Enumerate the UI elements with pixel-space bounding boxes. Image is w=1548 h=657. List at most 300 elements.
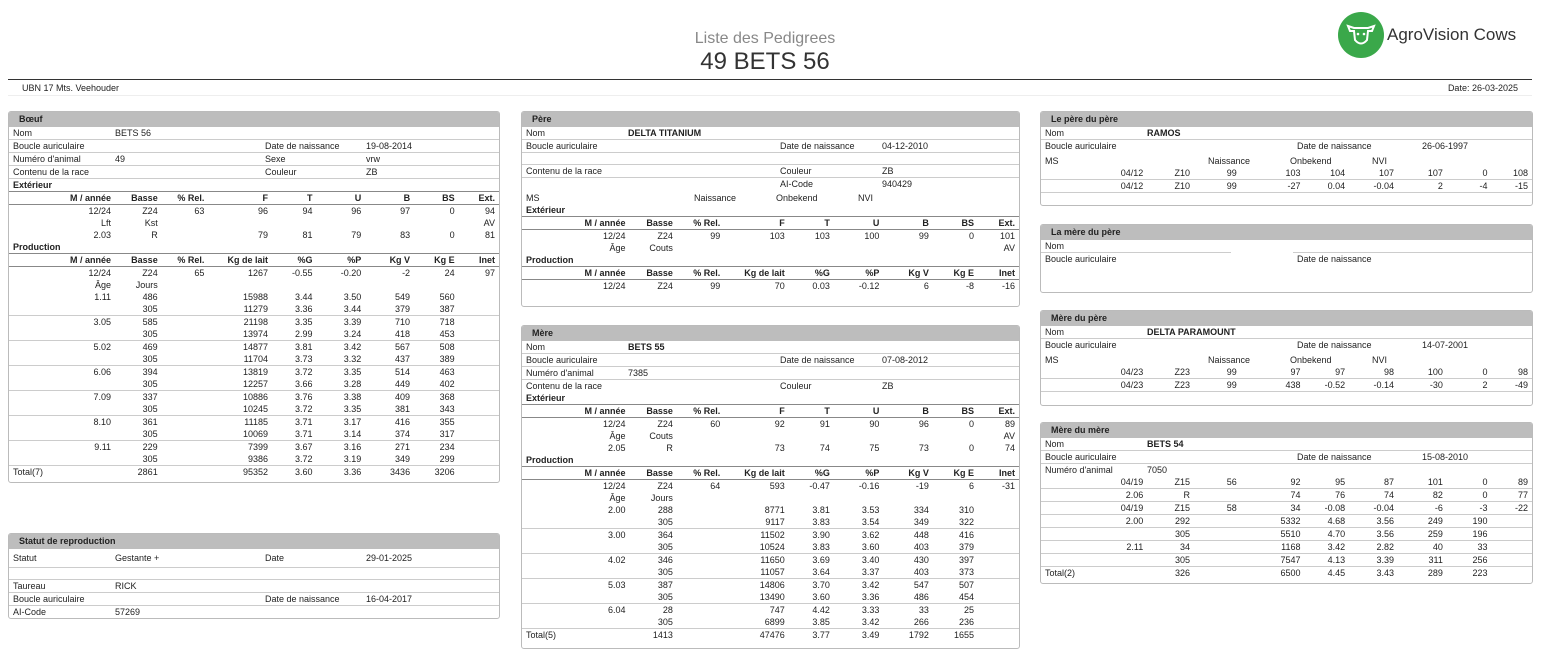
total-cell: 3206: [434, 467, 455, 477]
column-header: Kg V: [365, 254, 414, 267]
table-cell: [677, 604, 724, 617]
table-cell: 13490: [724, 591, 789, 604]
table-cell: 04/23: [1041, 366, 1147, 379]
table-cell: 3.36: [272, 303, 317, 316]
panel-title: Le père du père: [1041, 112, 1532, 127]
table-cell: 3.62: [861, 530, 880, 540]
table-cell: [459, 428, 499, 441]
table-cell: [162, 453, 209, 466]
table-row: [9, 291, 499, 303]
table-cell: [162, 316, 209, 329]
total-cell: 3436: [390, 467, 411, 477]
table-cell: 99: [918, 231, 929, 241]
table-cell: 73: [918, 443, 929, 453]
table-cell: 75: [869, 443, 880, 453]
table-cell: 311: [1398, 554, 1447, 567]
table-cell: 12/24: [88, 268, 112, 278]
table-cell: [162, 303, 209, 316]
table-cell: 10524: [724, 541, 789, 554]
table-cell: 7547: [1241, 554, 1305, 567]
table-cell: 99: [1194, 167, 1241, 180]
column-header: T: [789, 217, 834, 230]
table-cell: Âge: [609, 243, 626, 253]
brand-name: AgroVision Cows: [1387, 25, 1517, 44]
table-cell: 305: [630, 616, 677, 629]
table-cell: [789, 242, 834, 254]
table-cell: [1492, 515, 1532, 528]
table-row: [9, 453, 499, 466]
table-cell: 402: [414, 378, 459, 391]
table-row: [522, 480, 1019, 493]
value-date-naiss: 07-08-2012: [878, 354, 1019, 367]
table-cell: 33: [918, 605, 929, 615]
table-cell: 99: [1194, 180, 1241, 193]
table-cell: 34: [1241, 502, 1305, 515]
table-cell: [724, 492, 789, 504]
table-row: [522, 280, 1019, 293]
table-cell: 100: [864, 231, 880, 241]
column-header: Kg V: [883, 267, 932, 280]
table-cell: R: [151, 230, 158, 240]
table-cell: 305: [115, 378, 162, 391]
exterior-table: [9, 191, 499, 241]
table-cell: 98: [1349, 366, 1398, 379]
table-cell: 0: [969, 231, 975, 241]
column-header: Inet: [978, 467, 1019, 480]
label-boucle: Boucle auriculaire: [1045, 340, 1117, 350]
label-naissance: Naissance: [1208, 156, 1251, 166]
total-cell: [162, 466, 209, 479]
table-cell: [522, 616, 630, 629]
table-cell: 2: [1447, 379, 1492, 392]
table-cell: [1194, 541, 1241, 554]
table-cell: [162, 366, 209, 379]
table-cell: 15988: [242, 292, 268, 302]
table-cell: [677, 442, 724, 454]
table-cell: -8: [966, 281, 975, 291]
table-cell: -22: [1492, 502, 1532, 515]
table-cell: [414, 217, 459, 229]
label-taureau: Taureau: [9, 579, 111, 592]
total-cell: 1655: [954, 630, 975, 640]
table-cell: 0: [1447, 167, 1492, 180]
table-row: [9, 267, 499, 280]
table-cell: 310: [959, 505, 975, 515]
table-cell: [459, 378, 499, 391]
table-cell: 79: [257, 230, 268, 240]
table-cell: [1492, 554, 1532, 567]
table-cell: [1041, 554, 1147, 567]
table-cell: [724, 430, 789, 442]
label-nom: Nom: [1041, 240, 1143, 253]
table-row: [1041, 489, 1532, 502]
table-cell: 7.09: [93, 392, 112, 402]
table-cell: 346: [657, 555, 673, 565]
table-cell: 12/24: [603, 281, 626, 291]
table-cell: 349: [365, 453, 414, 466]
table-row: [1041, 541, 1532, 554]
table-cell: [789, 430, 834, 442]
table-cell: Z23: [1147, 379, 1194, 392]
table-cell: [677, 529, 724, 542]
total-cell: Total(2): [1045, 568, 1076, 578]
table-cell: [978, 579, 1019, 592]
table-cell: 91: [819, 419, 830, 429]
column-header: % Rel.: [677, 405, 724, 418]
table-cell: 99: [1194, 379, 1241, 392]
table-cell: -0.16: [858, 481, 880, 491]
label-nom: Nom: [1041, 127, 1143, 140]
table-cell: 74: [819, 443, 830, 453]
table-cell: [9, 403, 115, 416]
table-row: [9, 366, 499, 379]
table-cell: 21198: [243, 317, 268, 327]
table-cell: 107: [1398, 167, 1447, 180]
table-cell: 718: [439, 317, 455, 327]
table-cell: [9, 328, 115, 341]
table-cell: [317, 279, 366, 291]
table-cell: [1194, 528, 1241, 541]
table-cell: 486: [883, 591, 932, 604]
table-cell: 3.39: [1349, 554, 1398, 567]
table-cell: 96: [257, 206, 268, 216]
table-cell: Jours: [650, 493, 673, 503]
table-cell: 100: [1398, 366, 1447, 379]
table-cell: 28: [662, 605, 673, 615]
table-cell: [834, 430, 883, 442]
table-cell: 2.11: [1041, 541, 1147, 554]
table-cell: [677, 579, 724, 592]
table-cell: 74: [1004, 443, 1015, 453]
table-row: [1041, 476, 1532, 489]
label-boucle: Boucle auriculaire: [522, 140, 624, 153]
table-cell: 89: [1004, 419, 1015, 429]
label-date-naiss: Date de naissance: [1297, 141, 1372, 151]
table-cell: 710: [395, 317, 411, 327]
table-cell: 98: [1492, 366, 1532, 379]
column-header: %G: [789, 267, 834, 280]
table-cell: 349: [883, 516, 932, 529]
column-header: Kg E: [933, 467, 978, 480]
table-header: [522, 267, 1019, 280]
total-cell: 6500: [1280, 568, 1301, 578]
table-cell: 11057: [724, 566, 789, 579]
label-naissance: Naissance: [1208, 355, 1251, 365]
table-cell: Z24: [142, 206, 158, 216]
table-cell: 7399: [247, 442, 268, 452]
table-cell: [459, 279, 499, 291]
table-cell: 469: [142, 342, 158, 352]
table-cell: 04/23: [1041, 379, 1147, 392]
label-contenu: Contenu de la race: [9, 166, 111, 179]
table-cell: Z15: [1147, 476, 1194, 489]
table-row: [522, 430, 1019, 442]
table-cell: [789, 492, 834, 504]
table-cell: [272, 217, 317, 229]
grandmother-info: [1041, 240, 1532, 265]
panel-title: Mère du père: [1041, 311, 1532, 326]
table-cell: 81: [484, 230, 495, 240]
table-row: [9, 441, 499, 454]
table-cell: -0.14: [1349, 379, 1398, 392]
table-cell: 453: [414, 328, 459, 341]
table-row: [1041, 502, 1532, 515]
table-cell: [978, 604, 1019, 617]
table-cell: 74: [1349, 489, 1398, 502]
table-cell: 92: [1241, 476, 1305, 489]
table-cell: 463: [439, 367, 455, 377]
table-cell: 6.04: [608, 605, 626, 615]
table-row: [9, 428, 499, 441]
table-cell: 3.67: [294, 442, 313, 452]
table-cell: [522, 591, 630, 604]
table-cell: 0: [1447, 366, 1492, 379]
value-date-naiss: 15-08-2010: [1418, 451, 1532, 464]
header-divider-2: [8, 95, 1532, 96]
table-cell: 40: [1398, 541, 1447, 554]
table-cell: 409: [395, 392, 411, 402]
label-nom: Nom: [1041, 438, 1143, 451]
table-cell: 99: [710, 281, 721, 291]
column-header: BS: [414, 192, 459, 205]
label-date: Date: [261, 549, 362, 567]
column-header: %P: [834, 467, 883, 480]
table-cell: [162, 353, 209, 366]
panel-title: Père: [522, 112, 1019, 127]
table-cell: 6: [923, 281, 929, 291]
table-row: [522, 579, 1019, 592]
table-cell: [162, 328, 209, 341]
table-row: [9, 205, 499, 218]
table-cell: 0.03: [812, 281, 830, 291]
table-cell: 196: [1447, 528, 1492, 541]
column-header: M / année: [9, 254, 115, 267]
table-cell: 04/19: [1041, 502, 1147, 515]
table-row: [522, 442, 1019, 454]
section-production: Production: [526, 255, 574, 265]
table-cell: 24: [444, 268, 455, 278]
table-cell: 305: [115, 353, 162, 366]
table-cell: 3.71: [294, 417, 313, 427]
mother-of-father-panel: [1040, 310, 1533, 406]
table-cell: 448: [913, 530, 929, 540]
table-cell: 593: [769, 481, 785, 491]
label-nom: Nom: [9, 127, 111, 140]
label-contenu: Contenu de la race: [526, 381, 603, 391]
table-cell: [677, 492, 724, 504]
table-cell: Kst: [144, 218, 158, 228]
table-cell: [978, 504, 1019, 516]
total-cell: [1194, 567, 1241, 580]
value-date-naiss: 26-06-1997: [1422, 141, 1469, 151]
table-cell: Âge: [95, 280, 112, 290]
label-num: Numéro d'animal: [1045, 465, 1113, 475]
table-row: [522, 604, 1019, 617]
table-cell: [677, 242, 724, 254]
table-cell: [978, 529, 1019, 542]
table-cell: 2.06: [1041, 489, 1147, 502]
table-cell: 305: [630, 516, 677, 529]
table-cell: 101: [999, 231, 1015, 241]
table-cell: 107: [1349, 167, 1398, 180]
table-cell: 5.03: [608, 580, 626, 590]
table-cell: AV: [1003, 243, 1015, 253]
table-cell: -0.04: [1349, 502, 1398, 515]
reproduction-info: [9, 549, 499, 618]
table-cell: 1168: [1241, 541, 1305, 554]
report-title: 49 BETS 56: [700, 48, 830, 75]
index-labels: [1041, 155, 1532, 167]
table-cell: -6: [1398, 502, 1447, 515]
column-header: Basse: [630, 467, 677, 480]
production-table: [522, 266, 1019, 292]
label-date-naiss: Date de naissance: [1293, 451, 1418, 464]
label-boucle: Boucle auriculaire: [522, 354, 624, 367]
value-num: 7050: [1147, 465, 1168, 475]
label-boucle: Boucle auriculaire: [1045, 141, 1117, 151]
table-cell: 2.00: [1041, 515, 1147, 528]
label-naissance: Naissance: [694, 193, 737, 203]
table-cell: 305: [115, 303, 162, 316]
column-header: B: [883, 217, 932, 230]
table-cell: [162, 291, 209, 303]
table-cell: 381: [365, 403, 414, 416]
total-cell: [459, 466, 499, 479]
total-cell: 223: [1472, 568, 1488, 578]
table-row: [522, 529, 1019, 542]
table-cell: 56: [1194, 476, 1241, 489]
table-cell: [677, 591, 724, 604]
table-cell: Jours: [135, 280, 158, 290]
total-cell: 47476: [759, 630, 785, 640]
table-cell: 3.72: [272, 403, 317, 416]
table-cell: [978, 616, 1019, 629]
table-cell: 337: [142, 392, 158, 402]
label-aicode: AI-Code: [13, 606, 47, 617]
table-cell: 334: [913, 505, 929, 515]
table-cell: -0.52: [1305, 379, 1350, 392]
table-cell: [365, 279, 414, 291]
table-cell: [365, 217, 414, 229]
table-cell: 3.42: [1305, 541, 1350, 554]
table-row: [1041, 528, 1532, 541]
table-cell: [162, 378, 209, 391]
table-cell: 305: [115, 403, 162, 416]
label-nom: Nom: [522, 341, 624, 354]
label-ms: MS: [526, 193, 540, 203]
table-cell: 3.16: [343, 442, 362, 452]
table-cell: 403: [883, 566, 932, 579]
label-boucle: Boucle auriculaire: [9, 592, 111, 605]
table-row: [522, 230, 1019, 243]
table-cell: [459, 316, 499, 329]
table-cell: [1492, 541, 1532, 554]
total-cell: 3.36: [343, 467, 362, 477]
table-cell: 0: [1447, 476, 1492, 489]
table-cell: 3.76: [294, 392, 313, 402]
table-cell: 0: [449, 206, 455, 216]
table-cell: 1.11: [94, 292, 112, 302]
table-cell: -27: [1241, 180, 1305, 193]
table-cell: R: [1147, 489, 1194, 502]
table-cell: 94: [302, 206, 313, 216]
total-cell: 4.45: [1327, 568, 1346, 578]
column-header: U: [317, 192, 366, 205]
column-header: % Rel.: [677, 467, 724, 480]
value-couleur: ZB: [362, 166, 499, 179]
table-cell: 74: [1241, 489, 1305, 502]
column-header: Ext.: [978, 217, 1019, 230]
column-header: Basse: [630, 405, 677, 418]
table-cell: -19: [915, 481, 929, 491]
table-cell: 486: [142, 292, 158, 302]
table-cell: 11650: [760, 555, 785, 565]
table-cell: 04/12: [1041, 167, 1147, 180]
table-cell: [978, 516, 1019, 529]
exterior-table: [522, 216, 1019, 254]
label-aicode: AI-Code: [780, 179, 814, 189]
table-cell: 81: [302, 230, 313, 240]
column-header: Ext.: [459, 192, 499, 205]
panel-title: Statut de reproduction: [9, 534, 499, 549]
label-boucle: Boucle auriculaire: [1045, 254, 1117, 264]
table-cell: [459, 291, 499, 303]
table-cell: 11185: [244, 417, 268, 427]
table-cell: Couts: [649, 243, 673, 253]
table-cell: [162, 441, 209, 454]
table-cell: Z24: [657, 419, 673, 429]
table-cell: 3.56: [1349, 528, 1398, 541]
table-row: [9, 378, 499, 391]
table-cell: 94: [484, 206, 495, 216]
table-cell: AV: [483, 218, 495, 228]
table-row: [9, 403, 499, 416]
table-cell: 437: [365, 353, 414, 366]
table-cell: 305: [115, 428, 162, 441]
table-cell: Couts: [649, 431, 673, 441]
table-header: [522, 467, 1019, 480]
table-cell: [677, 504, 724, 516]
column-header: %P: [317, 254, 366, 267]
table-cell: 3.85: [789, 616, 834, 629]
total-cell: 95352: [242, 467, 268, 477]
grandfather-values: [1041, 167, 1532, 193]
value-sexe: vrw: [362, 153, 499, 166]
table-cell: Z10: [1147, 180, 1194, 193]
table-row: [1041, 554, 1532, 567]
column-header: % Rel.: [162, 254, 209, 267]
column-header: Kg de lait: [724, 267, 789, 280]
reproduction-panel: [8, 533, 500, 619]
table-cell: 108: [1492, 167, 1532, 180]
table-cell: 64: [710, 481, 721, 491]
table-cell: [834, 492, 883, 504]
table-cell: 3.81: [294, 342, 313, 352]
table-cell: 97: [1241, 366, 1305, 379]
table-header: [9, 192, 499, 205]
table-cell: 11502: [760, 530, 785, 540]
table-cell: [883, 492, 932, 504]
table-cell: 12/24: [603, 419, 626, 429]
column-header: M / année: [522, 217, 630, 230]
column-header: Inet: [459, 254, 499, 267]
table-cell: [933, 242, 978, 254]
table-cell: [459, 453, 499, 466]
column-header: BS: [933, 405, 978, 418]
table-cell: 234: [439, 442, 455, 452]
column-header: Kg E: [933, 267, 978, 280]
table-cell: 0: [449, 230, 455, 240]
